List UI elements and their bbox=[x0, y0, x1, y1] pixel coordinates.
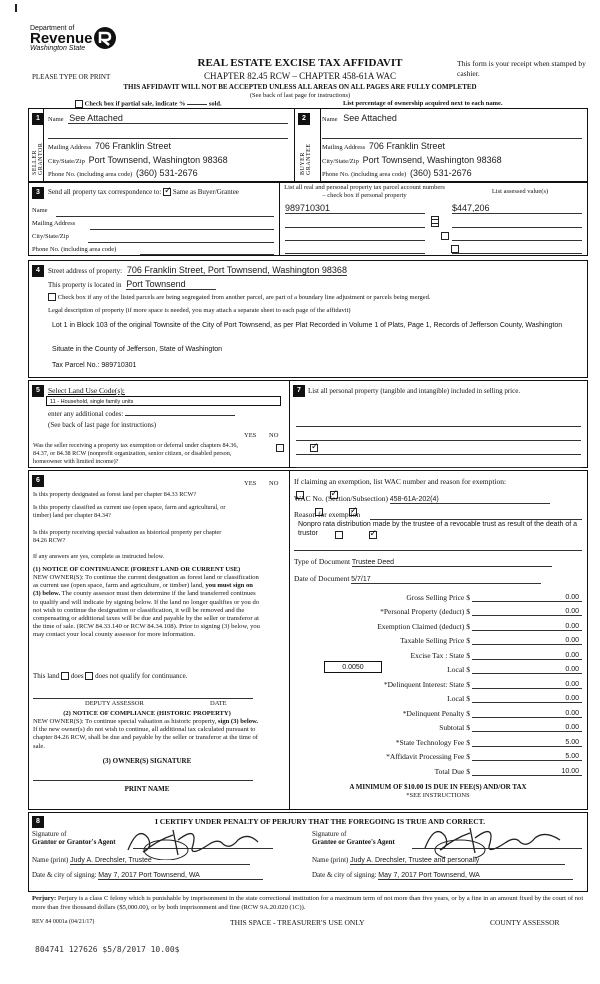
fee-row: Taxable Selling Price $ 0.00 bbox=[294, 631, 582, 646]
seller-name-label: Name bbox=[48, 116, 64, 123]
fee-row: Total Due $ 10.00 bbox=[294, 761, 582, 776]
owner-signature-label: (3) OWNER(S) SIGNATURE bbox=[102, 757, 192, 765]
fee-row: Excise Tax : State $ 0.00 bbox=[294, 645, 582, 660]
fee-label: Exemption Claimed (deduct) bbox=[377, 621, 465, 631]
fee-label: *State Technology Fee bbox=[395, 737, 465, 747]
located-city[interactable]: Port Townsend bbox=[126, 279, 216, 290]
s3-mailing-label: Mailing Address bbox=[32, 220, 76, 227]
parcel-number-4[interactable] bbox=[285, 243, 425, 254]
doc-date-row bbox=[294, 574, 541, 584]
fee-label: Taxable Selling Price bbox=[400, 636, 465, 645]
fee-amount[interactable]: 0.00 bbox=[472, 594, 582, 602]
perjury-text: Perjury is a class C felony which is punishable by imprisonment in the state correctional institution for a maximum term of not more than five years, or by a fine in an amount fixed by the court of not more than five thousand dollars ($5,000.00), or by both imprisonment and fine (RCW 9A.20.020 (1C)). bbox=[32, 895, 584, 911]
send-correspondence-row bbox=[48, 188, 239, 196]
grantor-sig-label-2: Grantor or Grantor's Agent bbox=[32, 838, 116, 846]
seller-name[interactable]: See Attached bbox=[69, 113, 123, 123]
seller-city-row bbox=[48, 155, 288, 165]
exemption-label: If claiming an exemption, list WAC number and reason for exemption: bbox=[294, 477, 507, 486]
partial-sale-row bbox=[75, 100, 222, 108]
does-not-label: does not bbox=[95, 672, 119, 680]
section-7-number: 7 bbox=[293, 385, 305, 397]
legal-desc-3[interactable]: Tax Parcel No.: 989710301 bbox=[52, 362, 137, 369]
personal-property-line-1[interactable] bbox=[296, 416, 581, 427]
fee-label: *Personal Property (deduct) bbox=[380, 607, 465, 616]
s3-phone-input[interactable] bbox=[140, 244, 274, 255]
fee-amount[interactable]: 0.00 bbox=[472, 724, 582, 732]
buyer-name[interactable]: See Attached bbox=[343, 113, 397, 123]
fee-row: *Personal Property (deduct) $ 0.00 bbox=[294, 602, 582, 617]
send-label: Send all property tax correspondence to: bbox=[48, 188, 162, 196]
parcel-number-2[interactable] bbox=[285, 217, 425, 228]
fee-row: *State Technology Fee $ 5.00 bbox=[294, 732, 582, 747]
section-3-number: 3 bbox=[32, 187, 44, 199]
this-land-row bbox=[33, 672, 187, 680]
reason-line[interactable] bbox=[370, 509, 582, 520]
logo-line2: Revenue bbox=[30, 30, 93, 47]
type-or-print: PLEASE TYPE OR PRINT bbox=[32, 73, 111, 81]
deputy-assessor-label: DEPUTY ASSESSOR bbox=[85, 700, 144, 707]
land-use-select[interactable] bbox=[46, 396, 281, 406]
s6-if-yes: If any answers are yes, complete as instructed below. bbox=[33, 553, 165, 560]
fee-label: *Delinquent Penalty bbox=[402, 708, 465, 718]
notice1-pre: NEW OWNER(S): To continue the current designation as forest land or classification as current use (open space, farm and agriculture, or timber) land, bbox=[33, 574, 259, 590]
personal-property-line-4[interactable] bbox=[296, 457, 581, 468]
fee-label: *Delinquent Interest: State bbox=[383, 679, 465, 689]
legal-desc-1[interactable]: Lot 1 in Block 103 of the original Townsite of the City of Port Townsend, as per Plat Recorded in Volume 1 of Plats, Page 1, Records of Jefferson County, Washington bbox=[52, 322, 563, 329]
grantor-date-label: Date & city of signing: bbox=[32, 871, 97, 879]
fee-row: Local $ 0.00 bbox=[294, 689, 582, 704]
does-checkbox[interactable] bbox=[61, 672, 69, 680]
seller-city[interactable]: Port Townsend, Washington 98368 bbox=[88, 155, 228, 165]
doc-type-value[interactable]: Trustee Deed bbox=[352, 559, 552, 567]
s3-mailing-row bbox=[32, 219, 75, 227]
assessed-value-2[interactable] bbox=[452, 217, 582, 228]
fee-label: Subtotal bbox=[439, 723, 465, 732]
street-row bbox=[48, 265, 578, 275]
buyer-phone[interactable]: (360) 531-2676 bbox=[410, 168, 472, 178]
buyer-city-row bbox=[322, 155, 582, 165]
personal-property-line-2[interactable] bbox=[296, 430, 581, 441]
fee-row: Exemption Claimed (deduct) $ 0.00 bbox=[294, 616, 582, 631]
grantor-signature bbox=[118, 820, 268, 860]
additional-codes-label: enter any additional codes: bbox=[48, 410, 124, 418]
deputy-date-label: DATE bbox=[210, 700, 227, 707]
partial-sale-checkbox[interactable] bbox=[75, 100, 83, 108]
s3-city-input[interactable] bbox=[88, 232, 274, 243]
segregated-row bbox=[48, 293, 578, 301]
fee-amount[interactable]: 0.00 bbox=[472, 695, 582, 703]
grantee-date-row bbox=[312, 871, 573, 880]
fee-label: Local bbox=[447, 694, 465, 703]
dor-logo bbox=[30, 25, 125, 61]
s5-see-back: (See back of last page for instructions) bbox=[48, 421, 157, 429]
located-label: This property is located in bbox=[48, 281, 122, 289]
grantor-name[interactable]: Judy A. Drechsler, Trustee bbox=[70, 857, 250, 865]
land-use-value: 11 - Household, single family units bbox=[50, 399, 134, 405]
notice1-bold: you must sign on (3) below. bbox=[33, 582, 253, 598]
notice2-text bbox=[33, 718, 261, 751]
stray-mark bbox=[15, 4, 17, 12]
deputy-assessor-line[interactable] bbox=[33, 688, 253, 699]
notice2-post: If the new owner(s) do not wish to continue, all additional tax calculated pursuant to chapter 84.26 RCW, shall be due and payable by the seller or transferor at the time of sale. bbox=[33, 726, 258, 750]
s5-no-label: NO bbox=[269, 432, 279, 439]
notice1-post: The county assessor must then determine if the land transferred continues to qualify and will indicate by signing below. If the land no longer qualifies or you do not wish to continue the designation or classification, it will be removed and the compensating or additional taxes will be due and payable by the seller or transferor at the time of sale. (RCW 84.33.140 or RCW 84.34.108). Prior to signing (3) below, you may contact your local county assessor for more information. bbox=[33, 590, 260, 639]
same-as-buyer-checkbox[interactable] bbox=[163, 188, 171, 196]
seller-city-label: City/State/Zip bbox=[48, 158, 85, 165]
notice1-title: (1) NOTICE OF CONTINUANCE (FOREST LAND OR CURRENT USE) bbox=[33, 566, 241, 573]
fee-amount[interactable]: 10.00 bbox=[472, 768, 582, 776]
personal-property-checkbox-3[interactable] bbox=[441, 232, 449, 240]
assessed-value-1-line[interactable] bbox=[452, 203, 582, 214]
s6-q2: Is this property classified as current use (open space, farm and agricultural, or timber) land per chapter 84.34? bbox=[33, 504, 226, 519]
parcel-number-1[interactable]: 989710301 bbox=[285, 203, 331, 213]
partial-sale-label: Check box if partial sale, indicate % bbox=[84, 100, 186, 108]
fee-amount[interactable]: 5.00 bbox=[472, 753, 582, 761]
fee-amount[interactable]: 0.00 bbox=[472, 681, 582, 689]
land-use-label: Select Land Use Code(s): bbox=[48, 386, 125, 395]
recording-stamp: 804741 127626 $5/8/2017 10.00$ bbox=[35, 945, 180, 954]
doc-date-value[interactable]: 5/7/17 bbox=[351, 576, 541, 584]
buyer-city[interactable]: Port Townsend, Washington 98368 bbox=[362, 155, 502, 165]
s3-city-row bbox=[32, 232, 69, 240]
section-5-number: 5 bbox=[32, 385, 44, 397]
buyer-name-label: Name bbox=[322, 116, 338, 123]
buyer-mailing-label: Mailing Address bbox=[322, 144, 366, 151]
grantor-name-row bbox=[32, 856, 250, 865]
print-name-label: PRINT NAME bbox=[124, 785, 170, 793]
same-as-buyer-label: Same as Buyer/Grantee bbox=[172, 188, 239, 196]
grantor-sig-label bbox=[32, 830, 116, 846]
fee-label: *Affidavit Processing Fee bbox=[386, 752, 465, 761]
section-2-number: 2 bbox=[298, 113, 310, 125]
notice2-pre: NEW OWNER(S): To continue special valuation as historic property, bbox=[33, 718, 217, 725]
grantor-date-row bbox=[32, 871, 263, 880]
grantee-sig-label bbox=[312, 830, 395, 846]
seller-name-line2[interactable] bbox=[48, 128, 288, 139]
logo-line1: Department of bbox=[30, 25, 75, 32]
logo-line3: Washington State bbox=[30, 45, 86, 52]
does-label: does bbox=[70, 672, 84, 680]
seller-mailing-row bbox=[48, 141, 288, 151]
receipt-note: This form is your receipt when stamped by cashier. bbox=[457, 59, 586, 78]
s3-name-label: Name bbox=[32, 207, 48, 214]
personal-property-checkbox-2[interactable] bbox=[431, 219, 439, 227]
located-row bbox=[48, 279, 216, 290]
buyer-name-line2[interactable] bbox=[322, 128, 582, 139]
fee-amount[interactable]: 5.00 bbox=[472, 739, 582, 747]
qualify-label: qualify for continuance. bbox=[120, 672, 188, 680]
see-instructions: *SEE INSTRUCTIONS bbox=[406, 792, 470, 799]
section-1-number: 1 bbox=[32, 113, 44, 125]
street-address[interactable]: 706 Franklin Street, Port Townsend, Washington 98368 bbox=[126, 265, 347, 275]
seller-phone[interactable]: (360) 531-2676 bbox=[136, 168, 198, 178]
grantee-date-label: Date & city of signing: bbox=[312, 871, 377, 879]
fee-label: Local bbox=[447, 665, 465, 674]
segregated-label: Check box if any of the listed parcels are being segregated from another parcel, are part of a boundary line adjustment or parcels being merged. bbox=[57, 294, 431, 301]
fee-label: Gross Selling Price bbox=[406, 592, 465, 602]
doc-type-row bbox=[294, 557, 552, 567]
fee-label: Excise Tax : State bbox=[410, 650, 465, 660]
fee-amount[interactable]: 0.00 bbox=[472, 608, 582, 616]
grantor-date[interactable]: May 7, 2017 Port Townsend, WA bbox=[98, 872, 263, 880]
minimum-note: A MINIMUM OF $10.00 IS DUE IN FEE(S) AND/OR TAX bbox=[349, 783, 527, 791]
buyer-name-row bbox=[322, 113, 582, 123]
grantor-name-label: Name (print) bbox=[32, 856, 69, 864]
reason-line-2 bbox=[294, 540, 582, 551]
partial-sale-pct[interactable] bbox=[187, 104, 207, 105]
section-4-box bbox=[28, 260, 588, 378]
s5-exemption-question: Was the seller receiving a property tax exemption or deferral under chapters 84.36, 84.37, or 84.38 RCW (nonprofit organization, senior citizen, or disabled person, homeowner with limited income)? bbox=[33, 442, 238, 465]
seller-mailing[interactable]: 706 Franklin Street bbox=[94, 141, 171, 151]
doc-date-label: Date of Document bbox=[294, 574, 350, 583]
fee-amount[interactable]: 0.00 bbox=[472, 623, 582, 631]
seller-name-row bbox=[48, 113, 288, 123]
notice2-title: (2) NOTICE OF COMPLIANCE (HISTORIC PROPERTY) bbox=[63, 710, 231, 717]
s6-q1: Is this property designated as forest land per chapter 84.33 RCW? bbox=[33, 491, 197, 498]
s3-mailing-input[interactable] bbox=[90, 219, 274, 230]
certify-statement: I CERTIFY UNDER PENALTY OF PERJURY THAT THE FOREGOING IS TRUE AND CORRECT. bbox=[154, 817, 485, 826]
ownership-note: List percentage of ownership acquired next to each name. bbox=[343, 100, 503, 107]
notice1-text bbox=[33, 574, 261, 640]
section-6-number: 6 bbox=[32, 475, 44, 487]
buyer-side-label: BUYER GRANTEE bbox=[300, 143, 312, 175]
wac-row bbox=[294, 494, 584, 504]
s3-name-input[interactable] bbox=[56, 206, 274, 217]
fee-row: Gross Selling Price $ 0.00 bbox=[294, 587, 582, 602]
warning: THIS AFFIDAVIT WILL NOT BE ACCEPTED UNLESS ALL AREAS ON ALL PAGES ARE FULLY COMPLETED bbox=[123, 83, 477, 91]
form-title: REAL ESTATE EXCISE TAX AFFIDAVIT bbox=[197, 57, 403, 69]
fee-row: *Affidavit Processing Fee $ 5.00 bbox=[294, 747, 582, 762]
s3-city-label: City/State/Zip bbox=[32, 233, 69, 240]
legal-desc-label: Legal description of property (if more space is needed, you may attach a separate sheet to each page of the affidavit) bbox=[48, 307, 351, 314]
grantee-name-row bbox=[312, 856, 565, 865]
fee-row: Subtotal $ 0.00 bbox=[294, 718, 582, 733]
s5-exemption-yes[interactable] bbox=[276, 444, 284, 452]
wac-label: WAC No. (Section/Subsection) bbox=[294, 494, 388, 503]
street-label: Street address of property: bbox=[48, 267, 123, 275]
assessed-value-1[interactable]: $447,206 bbox=[452, 203, 490, 213]
sold-label: sold. bbox=[208, 100, 222, 108]
grantee-signature bbox=[415, 818, 570, 858]
logo-icon bbox=[92, 25, 118, 51]
treasurer-use: THIS SPACE - TREASURER'S USE ONLY bbox=[230, 918, 365, 927]
parcel-header: List all real and personal property tax parcel account numbers – check box if personal property bbox=[284, 184, 445, 199]
notice2-bold: sign (3) below. bbox=[217, 718, 259, 725]
grantee-name-label: Name (print) bbox=[312, 856, 349, 864]
s6-q3: Is this property receiving special valuation as historical property per chapter 84.26 RCW? bbox=[33, 529, 222, 544]
seller-side-label: SELLER GRANTOR bbox=[32, 142, 44, 175]
grantee-name[interactable]: Judy A. Drechsler, Trustee and personally bbox=[350, 857, 565, 865]
s5-yes-label: YES bbox=[244, 432, 257, 439]
section-4-number: 4 bbox=[32, 265, 44, 277]
seller-phone-row bbox=[48, 168, 288, 178]
s6-no-label: NO bbox=[269, 480, 279, 487]
section-8-number: 8 bbox=[32, 816, 44, 828]
grantee-date[interactable]: May 7, 2017 Port Townsend, WA bbox=[378, 872, 573, 880]
s6-yes-label: YES bbox=[244, 480, 257, 487]
buyer-city-label: City/State/Zip bbox=[322, 158, 359, 165]
doc-type-label: Type of Document bbox=[294, 557, 351, 566]
fee-amount[interactable]: 0.00 bbox=[472, 710, 582, 718]
perjury-label: Perjury: bbox=[32, 895, 57, 902]
owner-signature-line[interactable] bbox=[33, 770, 253, 781]
seller-phone-label: Phone No. (including area code) bbox=[48, 171, 133, 178]
personal-property-line-3[interactable] bbox=[296, 444, 581, 455]
assessed-value-3[interactable] bbox=[452, 230, 582, 241]
perjury-note bbox=[32, 895, 588, 912]
seller-mailing-label: Mailing Address bbox=[48, 144, 92, 151]
buyer-mailing-row bbox=[322, 141, 582, 151]
county-assessor: COUNTY ASSESSOR bbox=[490, 918, 560, 927]
form-chapter: CHAPTER 82.45 RCW – CHAPTER 458-61A WAC bbox=[204, 71, 396, 81]
grantee-sig-label-1: Signature of bbox=[312, 830, 347, 838]
grantor-sig-label-1: Signature of bbox=[32, 830, 67, 838]
parcel-number-3[interactable] bbox=[285, 230, 425, 241]
assessed-value-4[interactable] bbox=[452, 243, 582, 254]
s3-phone-row bbox=[32, 245, 116, 253]
see-back-note: (See back of last page for instructions) bbox=[249, 92, 351, 99]
grantee-sig-label-2: Grantee or Grantee's Agent bbox=[312, 838, 395, 846]
does-not-checkbox[interactable] bbox=[85, 672, 93, 680]
legal-desc-2[interactable]: Situate in the County of Jefferson, State of Washington bbox=[52, 346, 223, 353]
form-revision: REV 84 0001a (04/21/17) bbox=[32, 919, 95, 925]
reason-label: Reason for exemption bbox=[294, 510, 361, 519]
reason-value[interactable]: Nonpro rata distribution made by the trustee of a revocable trust as result of the death of a trustor bbox=[298, 521, 577, 537]
fee-amount[interactable]: 0.00 bbox=[472, 637, 582, 645]
s3-phone-label: Phone No. (including area code) bbox=[32, 246, 117, 253]
buyer-mailing[interactable]: 706 Franklin Street bbox=[368, 141, 445, 151]
local-rate-box[interactable] bbox=[324, 661, 382, 673]
buyer-phone-row bbox=[322, 168, 582, 178]
additional-codes-row bbox=[48, 410, 235, 418]
this-land-label: This land bbox=[33, 672, 60, 680]
fee-table bbox=[294, 587, 582, 776]
fee-row: 0.0050 Local $ 0.00 bbox=[294, 660, 582, 675]
wac-value[interactable]: 458-61A-202(4) bbox=[390, 496, 550, 504]
buyer-phone-label: Phone No. (including area code) bbox=[322, 171, 407, 178]
fee-row: *Delinquent Penalty $ 0.00 bbox=[294, 703, 582, 718]
additional-codes-input[interactable] bbox=[125, 415, 235, 416]
fee-row: *Delinquent Interest: State $ 0.00 bbox=[294, 674, 582, 689]
fee-amount[interactable]: 0.00 bbox=[472, 666, 582, 674]
segregated-checkbox[interactable] bbox=[48, 293, 56, 301]
assessed-header: List assessed value(s) bbox=[491, 188, 549, 195]
local-rate-value: 0.0050 bbox=[342, 663, 364, 671]
fee-label: Total Due bbox=[434, 766, 465, 776]
fee-amount[interactable]: 0.00 bbox=[472, 652, 582, 660]
personal-property-label: List all personal property (tangible and intangible) included in selling price. bbox=[308, 387, 521, 395]
